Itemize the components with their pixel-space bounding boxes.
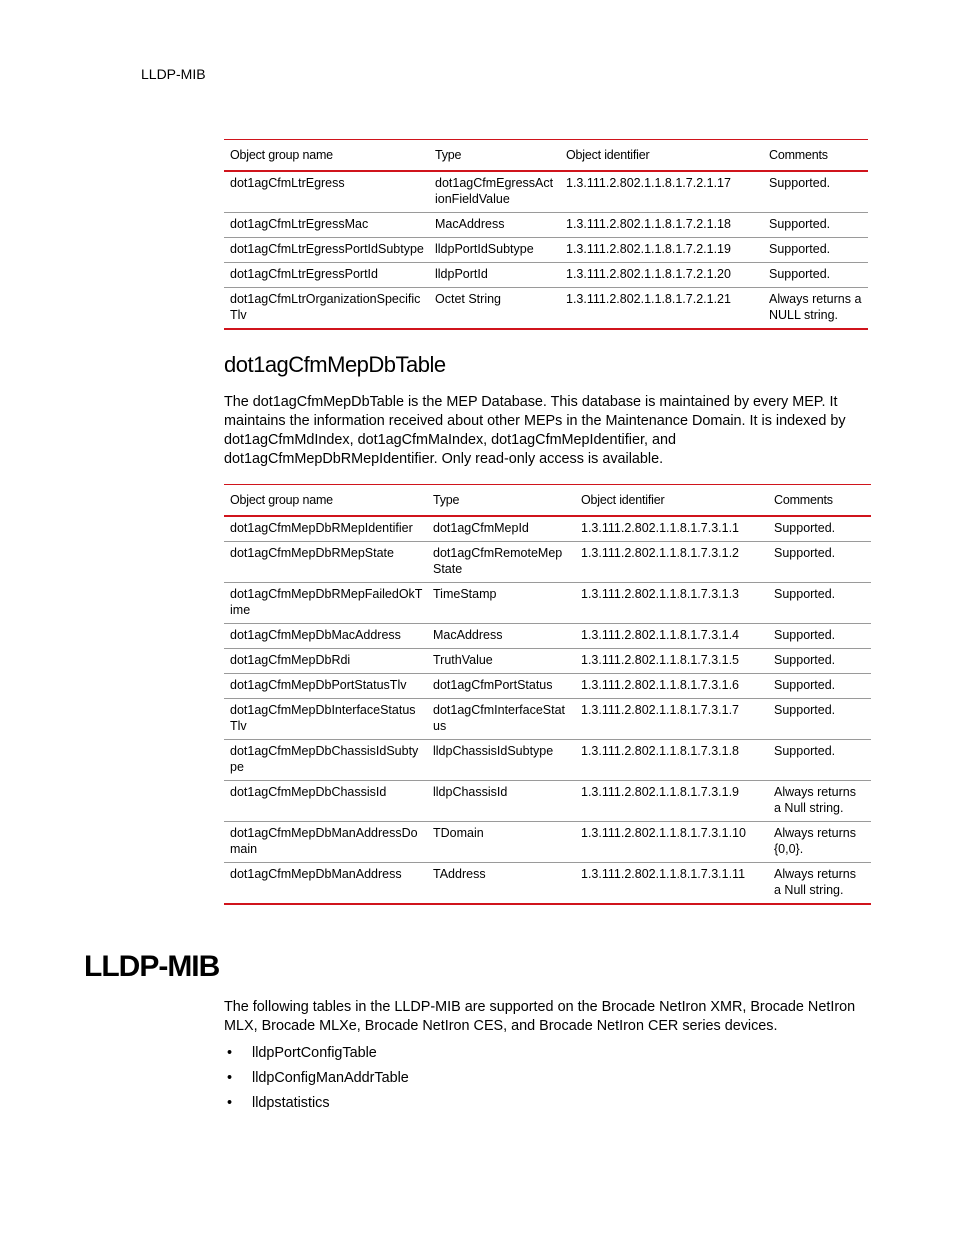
cell-comments: Supported. [768,516,871,542]
cell-object-identifier: 1.3.111.2.802.1.1.8.1.7.2.1.17 [560,171,763,213]
table-row [224,583,871,624]
table-row [224,213,868,238]
col-header-object-identifier: Object identifier [566,148,650,162]
cell-type: dot1agCfmMepId [427,516,575,542]
col-header-comments: Comments [774,493,833,507]
cell-object-identifier: 1.3.111.2.802.1.1.8.1.7.3.1.2 [575,542,768,583]
cell-comments: Always returns {0,0}. [768,822,871,863]
cell-object-group-name: dot1agCfmMepDbInterfaceStatus Tlv [224,699,427,740]
cell-type: Octet String [429,288,560,330]
cell-object-group-name: dot1agCfmLtrEgressMac [224,213,429,238]
cell-object-identifier: 1.3.111.2.802.1.1.8.1.7.3.1.3 [575,583,768,624]
chapter-title: LLDP-MIB [84,950,220,983]
cell-comments: Supported. [763,238,868,263]
cell-object-group-name: dot1agCfmLtrEgressPortIdSubtype [224,238,429,263]
cell-comments: Supported. [768,699,871,740]
list-item [224,1043,409,1068]
table-row [224,674,871,699]
list-item-label: lldpstatistics [252,1095,330,1111]
cell-type: TimeStamp [427,583,575,624]
cell-object-group-name: dot1agCfmLtrEgressPortId [224,263,429,288]
bullet-icon: • [227,1095,233,1111]
cell-object-group-name: dot1agCfmMepDbChassisIdSubty pe [224,740,427,781]
list-item-label: lldpConfigManAddrTable [252,1070,409,1086]
cell-object-group-name: dot1agCfmMepDbMacAddress [224,624,427,649]
table-mep-db [224,484,871,905]
cell-object-identifier: 1.3.111.2.802.1.1.8.1.7.3.1.10 [575,822,768,863]
cell-type: dot1agCfmEgressAct ionFieldValue [429,171,560,213]
cell-object-group-name: dot1agCfmMepDbRdi [224,649,427,674]
section-paragraph: The dot1agCfmMepDbTable is the MEP Database. This database is maintained by every MEP. It maintains the information received about other MEPs in the Maintenance Domain. It is indexed by dot1agCfmMdIndex, dot1agCfmMaIndex, dot1agCfmMepIdentifier, and dot1agCfmMepDbRMepIdentifier. Only read-only access is available. [224,394,846,467]
cell-object-group-name: dot1agCfmMepDbManAddressDo main [224,822,427,863]
table-ltr-egress [224,139,868,330]
cell-object-group-name: dot1agCfmMepDbChassisId [224,781,427,822]
cell-object-group-name: dot1agCfmLtrOrganizationSpecific Tlv [224,288,429,330]
col-header-comments: Comments [769,148,828,162]
cell-object-group-name: dot1agCfmMepDbPortStatusTlv [224,674,427,699]
table-row [224,624,871,649]
col-header-type: Type [433,493,460,507]
col-header-object-group-name: Object group name [230,148,333,162]
list-item [224,1068,409,1093]
page-header: LLDP-MIB [141,66,206,82]
cell-comments: Always returns a NULL string. [763,288,868,330]
cell-comments: Supported. [768,583,871,624]
cell-type: TruthValue [427,649,575,674]
cell-type: lldpChassisIdSubtype [427,740,575,781]
table-row [224,822,871,863]
cell-object-identifier: 1.3.111.2.802.1.1.8.1.7.2.1.18 [560,213,763,238]
table-row [224,516,871,542]
cell-type: dot1agCfmRemoteMep State [427,542,575,583]
bullet-list [224,1043,409,1118]
cell-object-identifier: 1.3.111.2.802.1.1.8.1.7.3.1.6 [575,674,768,699]
col-header-type: Type [435,148,462,162]
table-row [224,699,871,740]
table-header-row [224,485,871,517]
table-row [224,781,871,822]
table-header-row [224,140,868,172]
cell-object-identifier: 1.3.111.2.802.1.1.8.1.7.2.1.20 [560,263,763,288]
cell-type: dot1agCfmInterfaceStat us [427,699,575,740]
cell-comments: Supported. [768,542,871,583]
cell-type: dot1agCfmPortStatus [427,674,575,699]
table-row [224,288,868,330]
bullet-icon: • [227,1070,233,1086]
cell-object-group-name: dot1agCfmMepDbRMepIdentifier [224,516,427,542]
cell-comments: Supported. [768,674,871,699]
list-item [224,1093,409,1118]
cell-object-identifier: 1.3.111.2.802.1.1.8.1.7.3.1.4 [575,624,768,649]
cell-comments: Always returns a Null string. [768,863,871,905]
table-body [224,171,868,329]
table-row [224,238,868,263]
table-row [224,740,871,781]
table-row [224,542,871,583]
cell-object-identifier: 1.3.111.2.802.1.1.8.1.7.3.1.8 [575,740,768,781]
cell-object-identifier: 1.3.111.2.802.1.1.8.1.7.3.1.9 [575,781,768,822]
col-header-object-group-name: Object group name [230,493,333,507]
cell-comments: Supported. [768,624,871,649]
cell-comments: Supported. [768,649,871,674]
cell-object-identifier: 1.3.111.2.802.1.1.8.1.7.3.1.11 [575,863,768,905]
table-row [224,171,868,213]
table-row [224,649,871,674]
cell-object-identifier: 1.3.111.2.802.1.1.8.1.7.2.1.19 [560,238,763,263]
list-item-label: lldpPortConfigTable [252,1045,377,1061]
cell-comments: Always returns a Null string. [768,781,871,822]
cell-object-identifier: 1.3.111.2.802.1.1.8.1.7.3.1.1 [575,516,768,542]
cell-object-group-name: dot1agCfmMepDbRMepState [224,542,427,583]
table-body [224,516,871,904]
col-header-object-identifier: Object identifier [581,493,665,507]
cell-comments: Supported. [768,740,871,781]
cell-object-group-name: dot1agCfmLtrEgress [224,171,429,213]
cell-type: MacAddress [427,624,575,649]
cell-type: TAddress [427,863,575,905]
cell-object-group-name: dot1agCfmMepDbRMepFailedOkT ime [224,583,427,624]
chapter-paragraph: The following tables in the LLDP-MIB are supported on the Brocade NetIron XMR, Brocade NetIron MLX, Brocade MLXe, Brocade NetIron CES, and Brocade NetIron CER series devices. [224,999,856,1034]
cell-type: lldpPortIdSubtype [429,238,560,263]
bullet-icon: • [227,1045,233,1061]
table-row [224,263,868,288]
cell-type: TDomain [427,822,575,863]
cell-comments: Supported. [763,263,868,288]
cell-type: MacAddress [429,213,560,238]
cell-object-group-name: dot1agCfmMepDbManAddress [224,863,427,905]
cell-object-identifier: 1.3.111.2.802.1.1.8.1.7.3.1.7 [575,699,768,740]
cell-comments: Supported. [763,213,868,238]
cell-object-identifier: 1.3.111.2.802.1.1.8.1.7.2.1.21 [560,288,763,330]
cell-object-identifier: 1.3.111.2.802.1.1.8.1.7.3.1.5 [575,649,768,674]
table-row [224,863,871,905]
cell-type: lldpChassisId [427,781,575,822]
section-title: dot1agCfmMepDbTable [224,352,446,377]
cell-type: lldpPortId [429,263,560,288]
cell-comments: Supported. [763,171,868,213]
